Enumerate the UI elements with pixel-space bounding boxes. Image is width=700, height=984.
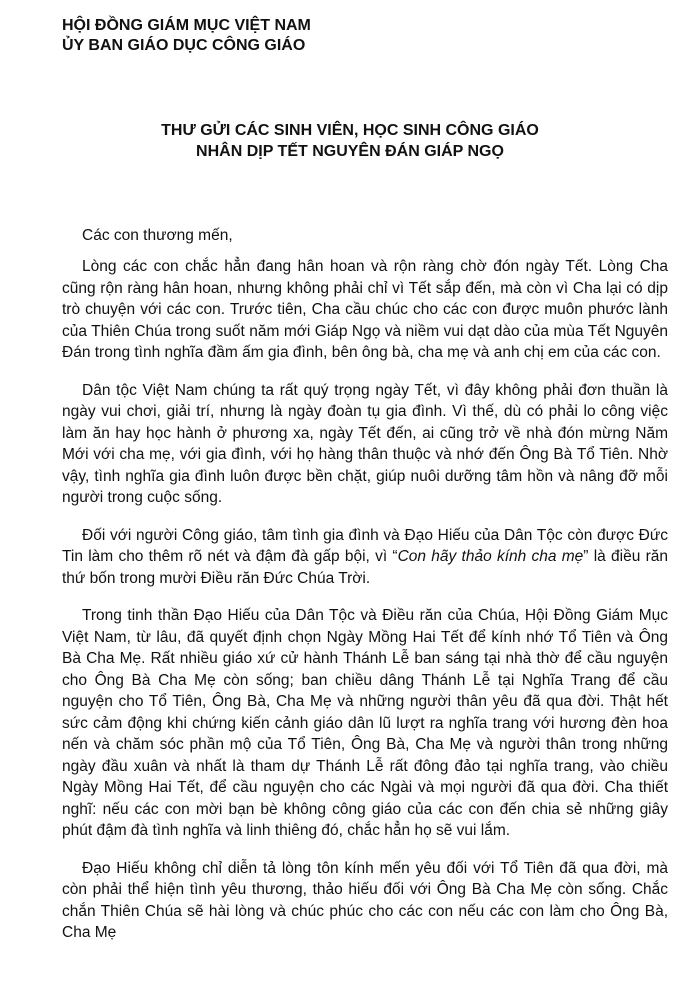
salutation: Các con thương mến, xyxy=(82,227,233,244)
org-name-line-2: ỦY BAN GIÁO DỤC CÔNG GIÁO xyxy=(62,37,306,54)
org-name-line-1: HỘI ĐỒNG GIÁM MỤC VIỆT NAM xyxy=(62,17,311,34)
paragraph-5: Đạo Hiếu không chỉ diễn tả lòng tôn kính mến yêu đối với Tổ Tiên đã qua đời, mà còn phải thể hiện tình yêu thương, thảo hiếu đối với Ông Bà Cha Mẹ còn sống. Chắc chắn Thiên Chúa sẽ hài lòng và chúc phúc cho các con nếu các con làm cho Ông Bà, Cha Mẹ xyxy=(62,859,668,941)
letter-title xyxy=(0,120,700,162)
organization-header xyxy=(62,16,311,56)
letter-title-line-2: NHÂN DỊP TẾT NGUYÊN ĐÁN GIÁP NGỌ xyxy=(196,143,504,160)
paragraph-3-text-after: ” là điều răn thứ bốn trong mười Điều răn Đức Chúa Trời. xyxy=(62,548,668,587)
paragraph-3 xyxy=(62,525,668,590)
paragraph-4: Trong tinh thần Đạo Hiếu của Dân Tộc và Điều răn của Chúa, Hội Đồng Giám Mục Việt Nam, từ lâu, đã quyết định chọn Ngày Mồng Hai Tết để kính nhớ Tổ Tiên và Ông Bà Cha Mẹ. Rất nhiều giáo xứ cử hành Thánh Lễ ban sáng tại nhà thờ để cầu nguyện cho Ông Bà Cha Mẹ còn sống; ban chiều dâng Thánh Lễ tại Nghĩa Trang để cầu nguyện cho Tổ Tiên, Ông Bà, Cha Mẹ và những người thân yêu đã qua đời. Thật hết sức cảm động khi chứng kiến cảnh giáo dân lũ lượt ra nghĩa trang với hương đèn hoa nến và chăm sóc phần mộ của Tổ Tiên, Ông Bà, Cha Mẹ và người thân trong những ngày đầu xuân và nhất là tham dự Thánh Lễ rất đông đảo tại nghĩa trang, vào chiều Ngày Mồng Hai Tết, để cầu nguyện cho các Ngài và mọi người đã qua đời. Cha thiết nghĩ: nếu các con mời bạn bè không công giáo của các con đến chia sẻ những giây phút đậm đà tình nghĩa và linh thiêng đó, chắc hẳn họ sẽ vui lắm. xyxy=(62,607,668,839)
paragraph-2: Dân tộc Việt Nam chúng ta rất quý trọng ngày Tết, vì đây không phải đơn thuần là ngày vui chơi, giải trí, nhưng là ngày đoàn tụ gia đình. Vì thế, dù có phải lo công việc làm ăn hay học hành ở phương xa, ngày Tết đến, ai cũng trở về nhà đón mừng Năm Mới với cha mẹ, với gia đình, với họ hàng thân thuộc và nhớ đến Ông Bà Tổ Tiên. Nhờ vậy, tình nghĩa gia đình luôn được bền chặt, giúp nuôi dưỡng tâm hồn và nâng đỡ mỗi người trong cuộc sống. xyxy=(62,381,668,506)
paragraph-3-text-before: Đối với người Công giáo, tâm tình gia đình và Đạo Hiếu của Dân Tộc còn được Đức Tin làm cho thêm rõ nét và đậm đà gấp bội, vì “ xyxy=(62,526,668,565)
quoted-commandment: Con hãy thảo kính cha mẹ xyxy=(397,548,584,565)
letter-body xyxy=(62,256,668,960)
paragraph-1: Lòng các con chắc hẳn đang hân hoan và rộn ràng chờ đón ngày Tết. Lòng Cha cũng rộn ràng hân hoan, nhưng không phải chỉ vì Tết sắp đến, mà còn vì Cha lại có dịp trò chuyện với các con. Trước tiên, Cha cầu chúc cho các con được muôn phước lành của Thiên Chúa trong suốt năm mới Giáp Ngọ và niềm vui dạt dào của mùa Tết Nguyên Đán trong tình nghĩa đầm ấm gia đình, bên ông bà, cha mẹ và anh chị em của các con. xyxy=(62,258,668,361)
letter-title-line-1: THƯ GỬI CÁC SINH VIÊN, HỌC SINH CÔNG GIÁO xyxy=(161,122,539,139)
